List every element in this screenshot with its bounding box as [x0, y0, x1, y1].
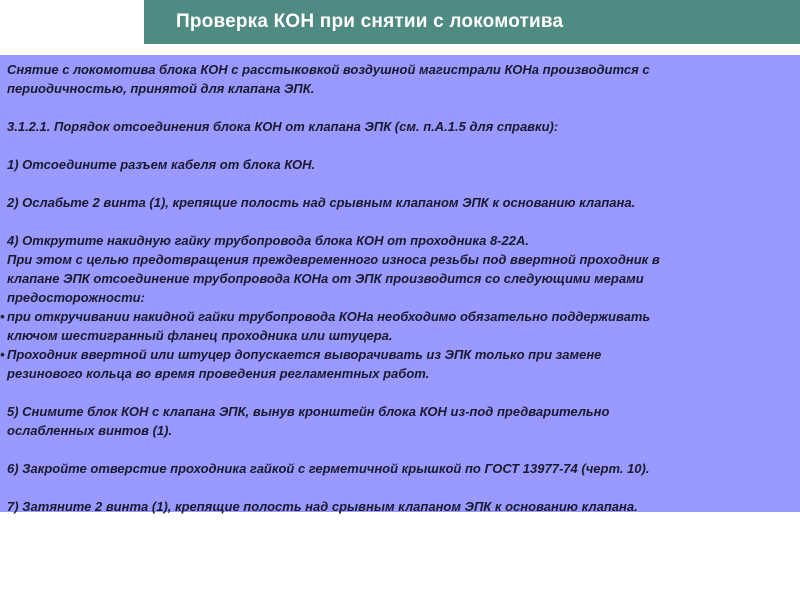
text-line: 1) Отсоедините разъем кабеля от блока КОН. [7, 157, 316, 172]
paragraph-gap [0, 440, 800, 459]
bullet-mark: • [0, 347, 5, 362]
text-paragraph [0, 193, 800, 212]
text-paragraph [0, 117, 800, 136]
text-paragraph [0, 60, 800, 98]
paragraph-gap [0, 212, 800, 231]
bullet-item [0, 307, 800, 345]
text-paragraph [0, 497, 800, 516]
text-line: Снятие с локомотива блока КОН с расстыковкой воздушной магистрали КОНа производится с [7, 62, 650, 77]
text-line: 3.1.2.1. Порядок отсоединения блока КОН от клапана ЭПК (см. п.А.1.5 для справки): [7, 119, 559, 134]
text-line: 6) Закройте отверстие проходника гайкой с герметичной крышкой по ГОСТ 13977-74 (черт. 10). [7, 461, 650, 476]
text-paragraph [0, 459, 800, 478]
text-line: клапане ЭПК отсоединение трубопровода КОНа от ЭПК производится со следующими мерами [7, 271, 644, 286]
text-line: Проходник ввертной или штуцер допускается выворачивать из ЭПК только при замене [7, 347, 602, 362]
text-line: ключом шестигранный фланец проходника или штуцера. [7, 328, 393, 343]
bullet-item [0, 345, 800, 383]
paragraph-gap [0, 478, 800, 497]
paragraph-gap [0, 136, 800, 155]
text-paragraph [0, 155, 800, 174]
paragraph-gap [0, 383, 800, 402]
text-line: 2) Ослабьте 2 винта (1), крепящие полость над срывным клапаном ЭПК к основанию клапана. [7, 195, 636, 210]
text-line: ослабленных винтов (1). [7, 423, 173, 438]
paragraph-gap [0, 98, 800, 117]
text-line: При этом с целью предотвращения преждевременного износа резьбы под ввертной проходник в [7, 252, 660, 267]
paragraph-gap [0, 174, 800, 193]
text-paragraph [0, 231, 800, 307]
page-title: Проверка КОН при снятии с локомотива [176, 11, 564, 32]
text-paragraph [0, 402, 800, 440]
text-line: резинового кольца во время проведения регламентных работ. [7, 366, 430, 381]
text-line: предосторожности: [7, 290, 145, 305]
text-line: 7) Затяните 2 винта (1), крепящие полость над срывным клапаном ЭПК к основанию клапана. [7, 499, 638, 514]
content-box [0, 55, 800, 512]
text-line: 5) Снимите блок КОН с клапана ЭПК, вынув кронштейн блока КОН из-под предварительно [7, 404, 610, 419]
text-line: при откручивании накидной гайки трубопровода КОНа необходимо обязательно поддерживать [7, 309, 651, 324]
title-bar [144, 0, 800, 44]
text-line: 4) Открутите накидную гайку трубопровода блока КОН от проходника 8-22А. [7, 233, 529, 248]
bullet-mark: • [0, 309, 5, 324]
text-line: периодичностью, принятой для клапана ЭПК. [7, 81, 315, 96]
